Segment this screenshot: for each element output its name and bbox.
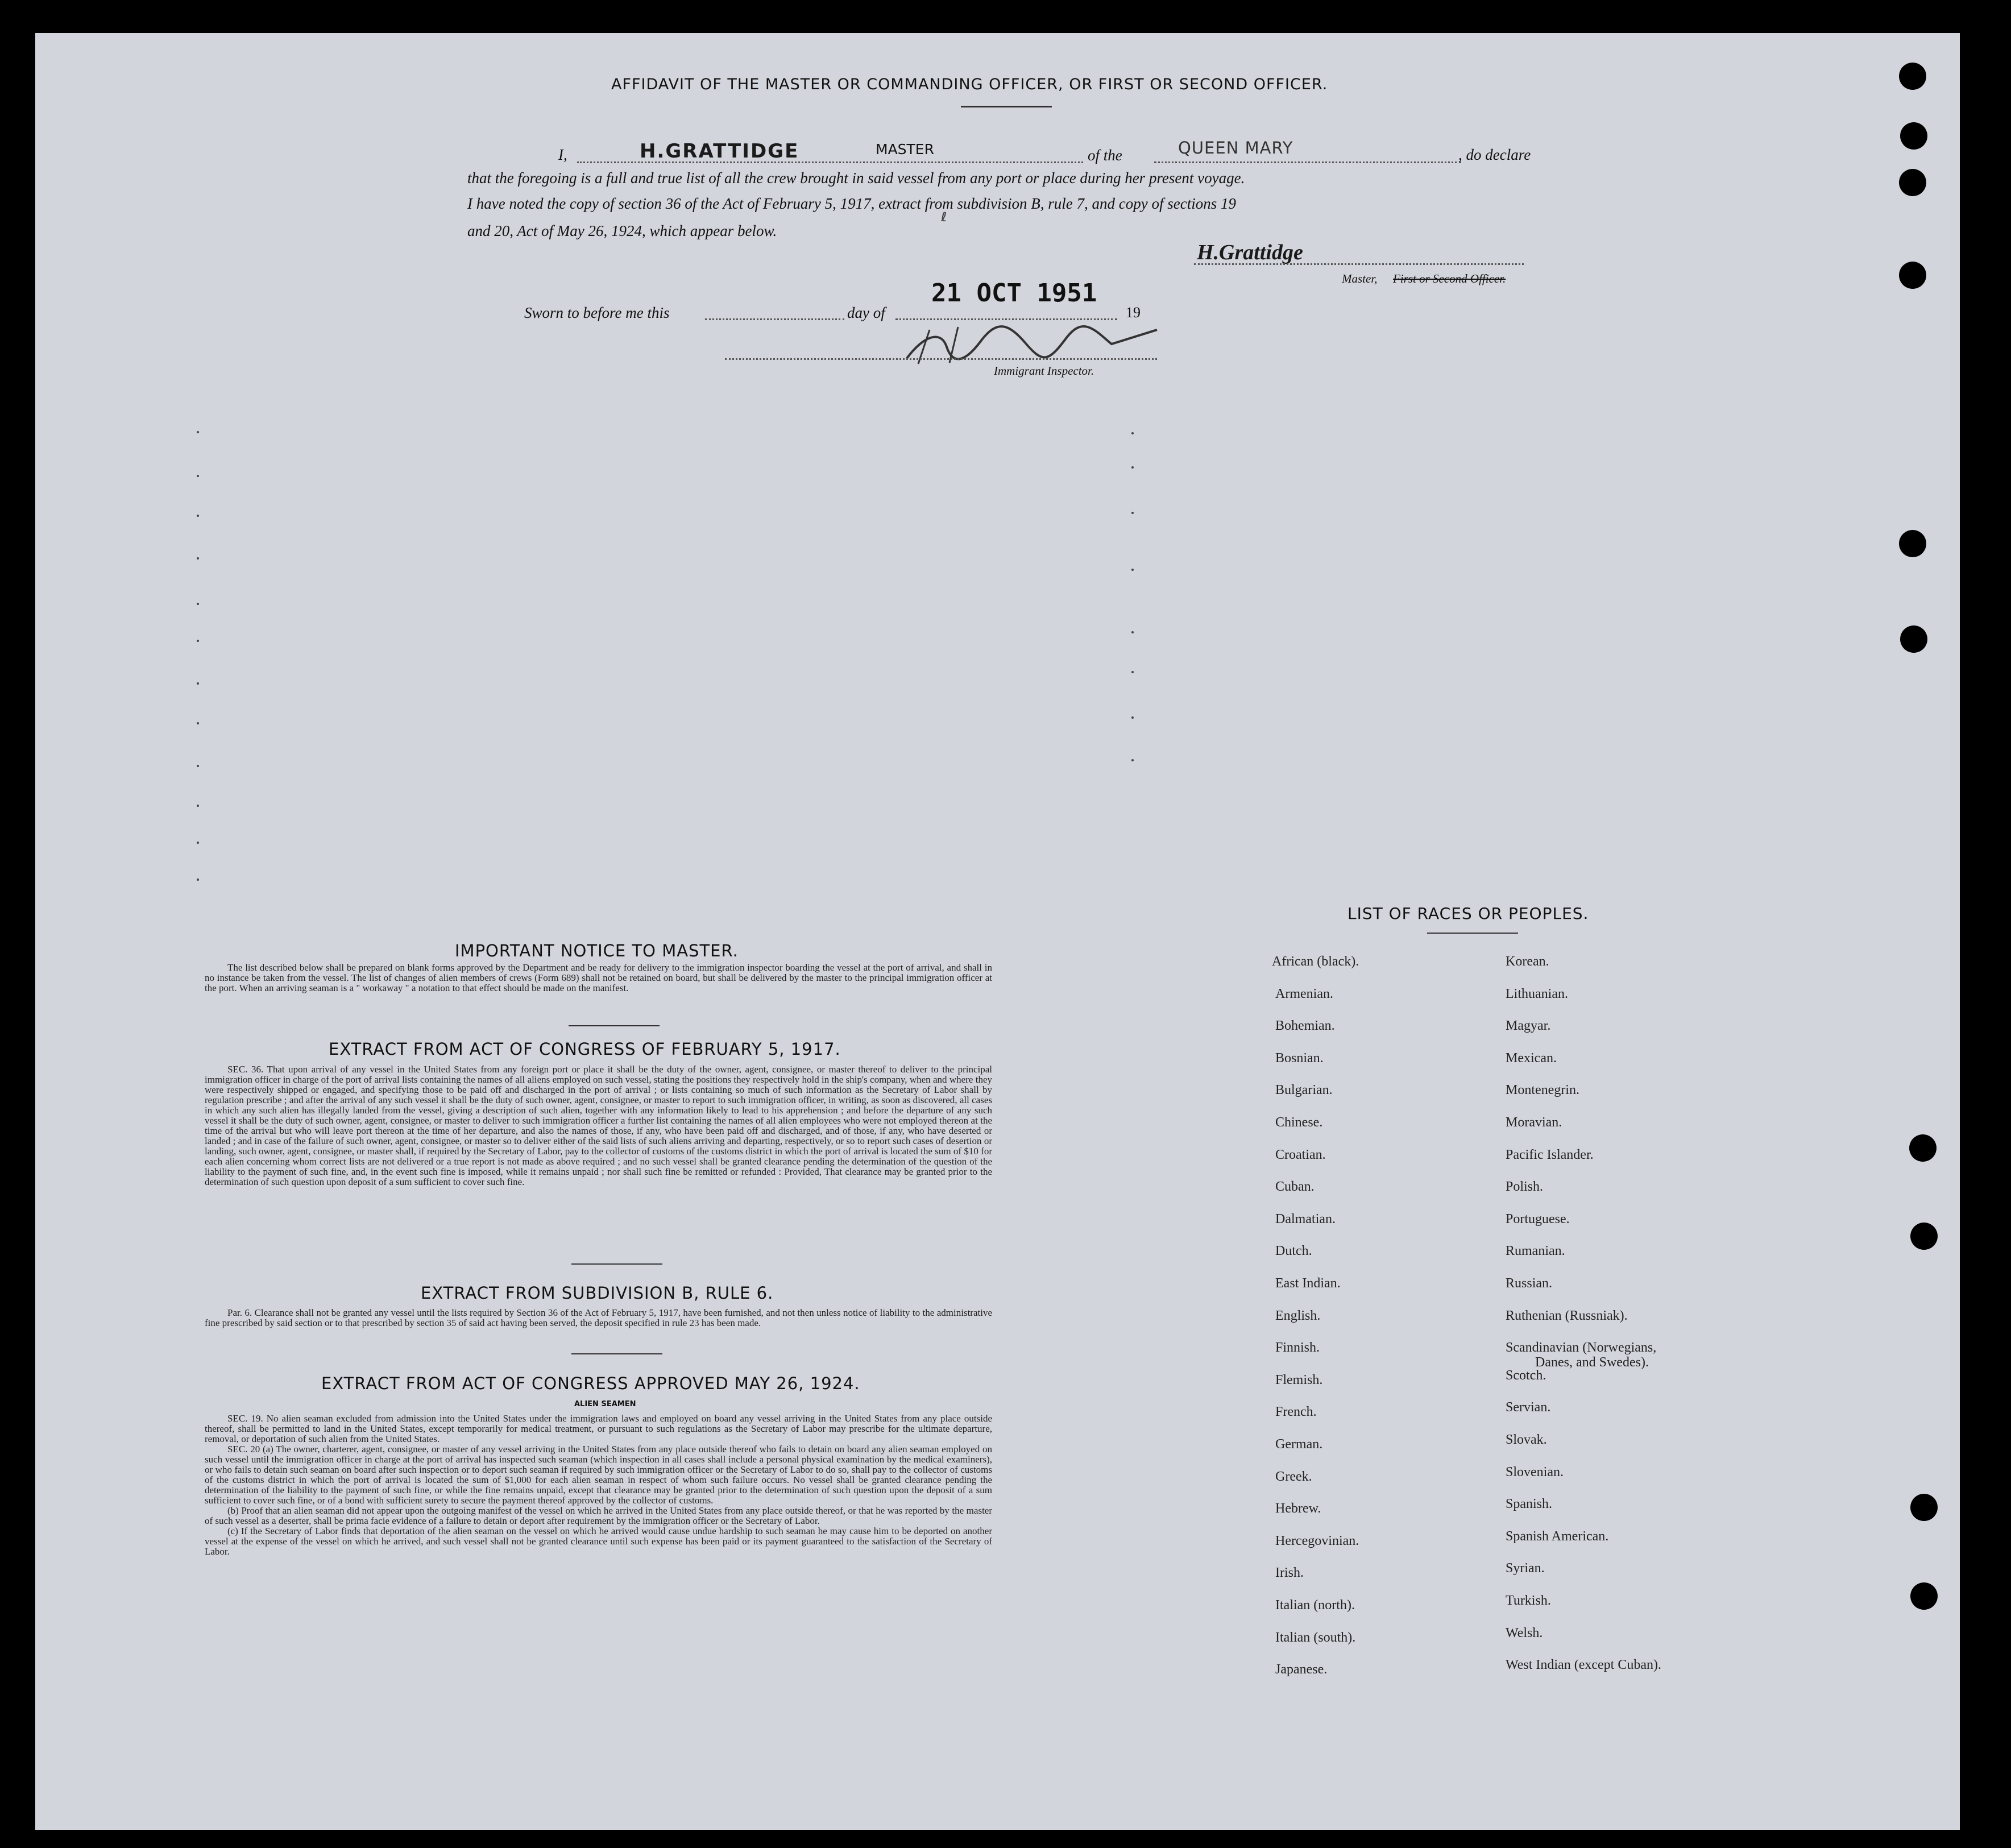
extract-1917-title: EXTRACT FROM ACT OF CONGRESS OF FEBRUARY 5, 1917. xyxy=(329,1039,841,1059)
column-dot xyxy=(1131,569,1134,571)
sworn-label: Sworn to before me this xyxy=(524,304,670,321)
date-stamp: 21 OCT 1951 xyxy=(931,279,1097,308)
race-item: French. xyxy=(1275,1404,1317,1419)
race-item: Rumanian. xyxy=(1506,1244,1565,1258)
column-dot xyxy=(197,842,199,844)
do-declare-label: , do declare xyxy=(1458,146,1531,163)
extract-rule6-paragraph: Par. 6. Clearance shall not be granted any vessel until the lists required by Section 36 of the Act of February 5, 1917, have been furnished, and not then unless notice of liability to the administrative fine prescribed by said section or to that prescribed by section 35 of said act having been served, the deposit specified in rule 23 has been made. xyxy=(205,1307,992,1328)
race-item: Spanish. xyxy=(1506,1497,1553,1511)
column-dot xyxy=(1131,512,1134,514)
race-item: Bosnian. xyxy=(1275,1051,1324,1066)
race-item: Turkish. xyxy=(1506,1593,1551,1608)
column-dot xyxy=(197,805,199,807)
sec19-paragraph: SEC. 19. No alien seaman excluded from admission into the United States under the immigration laws and employed on board any vessel arriving in the United States from any place outside thereof, shall be permitted to land in the United States, except temporarily for medical treatment, or pursuant to such regulations as the Secretary of Labor may prescribe for the ultimate departure, removal, or deportation of such alien from the United States. xyxy=(205,1413,992,1444)
column-dot xyxy=(1131,716,1134,719)
race-item: Chinese. xyxy=(1275,1115,1323,1130)
handwritten-mark: ℓ xyxy=(941,210,947,225)
race-item: Magyar. xyxy=(1506,1018,1551,1033)
column-dot xyxy=(1131,466,1134,469)
inspector-caption: Immigrant Inspector. xyxy=(994,364,1094,378)
binder-hole-6 xyxy=(1900,625,1927,653)
binder-hole-9 xyxy=(1910,1494,1938,1521)
signature-caption-master: Master, xyxy=(1342,272,1378,285)
column-dot xyxy=(197,765,199,767)
divider-2 xyxy=(571,1263,662,1265)
race-item: Bohemian. xyxy=(1275,1018,1335,1033)
race-item: Bulgarian. xyxy=(1275,1083,1333,1097)
vessel-name: QUEEN MARY xyxy=(1178,138,1293,158)
race-item: Slovenian. xyxy=(1506,1465,1564,1480)
sec20c-paragraph: (c) If the Secretary of Labor finds that deportation of the alien seaman on the vessel on which he arrived would cause undue hardship to such seaman he may cause him to be deported on another vessel at the expense of the vessel on which he arrived, and such vessel shall not be granted clearance until such expense has been paid or its payment guaranteed to the satisfaction of the Secretary of Labor. xyxy=(205,1526,992,1557)
race-item: Spanish American. xyxy=(1506,1529,1609,1544)
binder-hole-7 xyxy=(1909,1134,1937,1162)
vessel-line xyxy=(1154,161,1461,163)
column-dot xyxy=(197,603,199,605)
race-item: Greek. xyxy=(1275,1469,1312,1484)
column-dot xyxy=(1131,432,1134,434)
column-dot xyxy=(197,879,199,881)
race-item: Japanese. xyxy=(1275,1662,1328,1677)
race-item: Ruthenian (Russniak). xyxy=(1506,1308,1628,1323)
column-dot xyxy=(197,640,199,642)
day-of-label: day of xyxy=(847,304,885,321)
race-item: Armenian. xyxy=(1275,987,1333,1001)
extract-rule6-text xyxy=(205,1308,992,1328)
i-label: I, xyxy=(558,146,567,163)
extract-rule6-title: EXTRACT FROM SUBDIVISION B, RULE 6. xyxy=(421,1283,774,1303)
extract-1924-subtitle: ALIEN SEAMEN xyxy=(574,1400,636,1408)
race-item: Welsh. xyxy=(1506,1626,1543,1640)
race-item: Italian (north). xyxy=(1275,1598,1355,1613)
race-item: Cuban. xyxy=(1275,1179,1315,1194)
race-item: Scandinavian (Norwegians, xyxy=(1506,1340,1657,1355)
race-item: Dalmatian. xyxy=(1275,1212,1336,1227)
extract-1924-text xyxy=(205,1414,992,1557)
race-item: Pacific Islander. xyxy=(1506,1147,1594,1162)
column-dot xyxy=(1131,631,1134,633)
affidavit-title: AFFIDAVIT OF THE MASTER OR COMMANDING OFFICER, OR FIRST OR SECOND OFFICER. xyxy=(611,76,1328,93)
signature-line xyxy=(1194,263,1524,265)
race-item: Mexican. xyxy=(1506,1051,1557,1066)
sec20b-paragraph: (b) Proof that an alien seaman did not appear upon the outgoing manifest of the vessel on which he arrived in the United States from any place outside thereof, or that he was reported by the master of such vessel as a deserter, shall be prima facie evidence of a failure to detain or deport after requirement by the immigration officer or the Secretary of Labor. xyxy=(205,1505,992,1526)
notice-title: IMPORTANT NOTICE TO MASTER. xyxy=(455,941,739,960)
column-dot xyxy=(197,722,199,724)
binder-hole-1 xyxy=(1899,63,1926,90)
race-item: Flemish. xyxy=(1275,1373,1323,1387)
binder-hole-8 xyxy=(1910,1223,1938,1250)
race-item: Finnish. xyxy=(1275,1340,1320,1355)
declaration-line-4: and 20, Act of May 26, 1924, which appear below. xyxy=(467,222,777,239)
column-dot xyxy=(1131,759,1134,761)
divider-1 xyxy=(569,1025,660,1026)
column-dot xyxy=(197,557,199,560)
race-item: West Indian (except Cuban). xyxy=(1506,1658,1661,1672)
binder-hole-4 xyxy=(1899,262,1926,289)
column-dot xyxy=(197,682,199,685)
binder-hole-3 xyxy=(1899,169,1926,196)
declaration-line-3: I have noted the copy of section 36 of the Act of February 5, 1917, extract from subdivision B, rule 7, and copy of sections 19 xyxy=(467,195,1236,212)
race-item: English. xyxy=(1275,1308,1321,1323)
race-item: Russian. xyxy=(1506,1276,1553,1291)
notice-paragraph: The list described below shall be prepared on blank forms approved by the Department and be ready for delivery to the immigration inspector boarding the vessel at the port of arrival, and shall in no instance be taken from the vessel. The list of changes of alien members of crews (Form 689) shall not be retained on board, but shall be delivered by the master to the principal immigration officer at the port. When an arriving seaman is a " workaway " a notation to that effect should be made on the manifest. xyxy=(205,962,992,993)
race-item: Lithuanian. xyxy=(1506,987,1568,1001)
race-item: Montenegrin. xyxy=(1506,1083,1579,1097)
race-item: Polish. xyxy=(1506,1179,1544,1194)
master-name: H.GRATTIDGE xyxy=(640,140,799,163)
race-item: German. xyxy=(1275,1437,1323,1452)
races-underline xyxy=(1427,933,1518,934)
sworn-day-line xyxy=(705,318,844,320)
race-continuation: Danes, and Swedes). xyxy=(1535,1355,1649,1370)
race-item: Scotch. xyxy=(1506,1368,1546,1383)
notice-text xyxy=(205,963,992,993)
inspector-line xyxy=(725,358,1157,360)
declaration-line-2: that the foregoing is a full and true list of all the crew brought in said vessel from any port or place during her present voyage. xyxy=(467,169,1245,187)
extract-1917-paragraph: SEC. 36. That upon arrival of any vessel in the United States from any foreign port or place it shall be the duty of the owner, agent, consignee, or master thereof to deliver to the principal immigration officer in charge of the port of arrival lists containing the names of all aliens employed on such vessel, stating the positions they respectively hold in the ship's company, when and where they were respectively shipped or engaged, and specifying those to be paid off and discharged in the port of arrival ; or lists containing so much of such information as the Secretary of Labor shall by regulation prescribe ; and after the arrival of any such vessel it shall be the duty of such owner, agent, consignee, or master to report to such immigration officer, in writing, as soon as discovered, all cases in which any such alien has illegally landed from the vessel, giving a description of such alien, together with any information likely to lead to his apprehension ; and before the departure of any such vessel it shall be the duty of such owner, agent, consignee, or master to deliver to such immigration officer a further list containing the names of all alien employees who were not employed thereon at the time of the arrival but who will leave port thereon at the time of her departure, and also the names of those, if any, who have been paid off and discharged, and of those, if any, who have deserted or landed ; and in case of the failure of such owner, agent, consignee, or master so to deliver either of the said lists of such aliens arriving and departing, respectively, or so to report such cases of desertion or landing, such owner, agent, consignee, or master shall, if required by the Secretary of Labor, pay to the collector of customs of the customs district in which the port of arrival is located the sum of $10 for each alien concerning whom correct lists are not delivered or a true report is not made as above required ; and no such vessel shall be granted clearance pending the determination of the question of the liability to the payment of such fine, and, in the event such fine is imposed, while it remains unpaid ; nor shall such fine be remitted or refunded : Provided, That clearance may be granted prior to the determination of such question upon deposit of a sum sufficient to cover such fine. xyxy=(205,1064,992,1187)
master-signature: H.Grattidge xyxy=(1197,241,1303,264)
binder-hole-2 xyxy=(1900,122,1927,150)
extract-1924-title: EXTRACT FROM ACT OF CONGRESS APPROVED MAY 26, 1924. xyxy=(321,1374,860,1393)
column-dot xyxy=(197,515,199,517)
extract-1917-text xyxy=(205,1064,992,1187)
binder-hole-5 xyxy=(1899,530,1926,557)
race-item: African (black). xyxy=(1272,954,1359,969)
column-dot xyxy=(197,475,199,477)
race-item: Portuguese. xyxy=(1506,1212,1570,1227)
signature-caption-struck: First or Second Officer. xyxy=(1393,272,1506,285)
rank: MASTER xyxy=(876,141,934,158)
divider-3 xyxy=(571,1353,662,1354)
inspector-signature xyxy=(895,318,1191,370)
year-prefix: 19 xyxy=(1126,304,1141,321)
race-item: Servian. xyxy=(1506,1400,1551,1415)
title-underline xyxy=(961,106,1052,107)
column-dot xyxy=(1131,671,1134,673)
race-item: Dutch. xyxy=(1275,1244,1312,1258)
race-item: Syrian. xyxy=(1506,1561,1545,1576)
race-item: Irish. xyxy=(1275,1565,1304,1580)
column-dot xyxy=(197,431,199,433)
race-item: Hebrew. xyxy=(1275,1501,1321,1516)
binder-hole-10 xyxy=(1910,1582,1938,1610)
race-item: Moravian. xyxy=(1506,1115,1562,1130)
race-item: Hercegovinian. xyxy=(1275,1534,1359,1548)
race-item: Croatian. xyxy=(1275,1147,1326,1162)
race-item: East Indian. xyxy=(1275,1276,1341,1291)
race-item: Korean. xyxy=(1506,954,1549,969)
of-the-label: of the xyxy=(1088,147,1122,164)
race-item: Italian (south). xyxy=(1275,1630,1356,1645)
race-item: Slovak. xyxy=(1506,1432,1547,1447)
races-title: LIST OF RACES OR PEOPLES. xyxy=(1347,904,1589,923)
sec20a-paragraph: SEC. 20 (a) The owner, charterer, agent, consignee, or master of any vessel arriving in the United States from any place outside thereof who fails to detain on board any alien seaman employed on such vessel until the immigration officer in charge at the port of arrival has inspected such seaman (which inspection in all cases shall include a personal physical examination by the medical examiners), or who fails to detain such seaman on board after such inspection or to deport such seaman if required by such immigration officer or the Secretary of Labor to do so, shall pay to the collector of customs of the customs district in which the port of arrival is located the sum of $1,000 for each alien seaman in respect of whom such failure occurs. No vessel shall be granted clearance pending the determination of the liability to the payment of such fine, or while the fine remains unpaid, except that clearance may be granted prior to the determination of such question upon the deposit of a sum sufficient to cover such fine, or of a bond with sufficient surety to secure the payment thereof approved by the collector of customs. xyxy=(205,1444,992,1506)
